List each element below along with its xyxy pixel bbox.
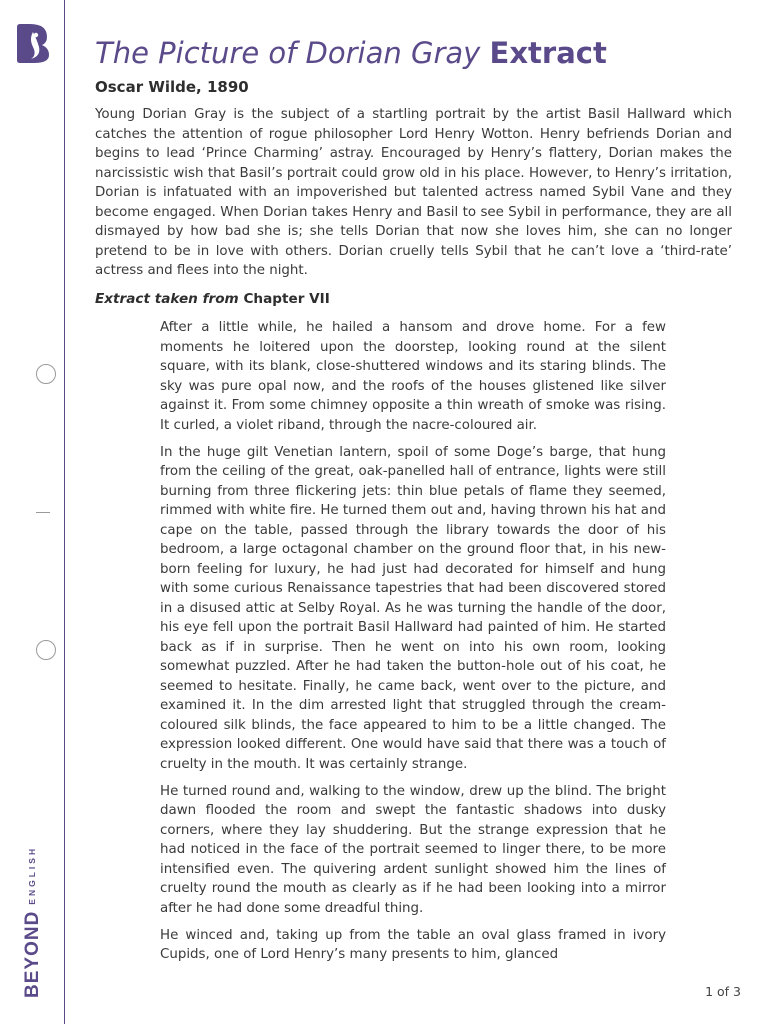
extract-paragraph: After a little while, he hailed a hansom and drove home. For a few moments he loitered upon the doorstep, looking round at the silent square, with its blank, close-shuttered windows and its staring blinds. The sky was pure opal now, and the roofs of the houses glistened like silver against it. From some chimney opposite a thin wreath of smoke was rising. It curled, a violet riband, through the nacre-coloured air. <box>160 320 666 433</box>
author-line: Oscar Wilde, 1890 <box>95 78 249 96</box>
brand-word-english: ENGLISH <box>27 845 37 905</box>
binder-hole <box>36 640 56 660</box>
page-number: 1 of 3 <box>705 984 741 999</box>
brand-word-beyond: BEYOND <box>22 910 43 998</box>
margin-line <box>64 0 65 1024</box>
extract-paragraph: He turned round and, walking to the window, drew up the blind. The bright dawn flooded the room and swept the fantastic shadows into dusky corners, where they lay shuddering. But the strange expression that he had noticed in the face of the portrait seemed to linger there, to be more intensified even. The quivering ardent sunlight showed him the lines of cruelty round the mouth as clearly as if he had been looking into a mirror after he had done some dreadful thing. <box>160 783 666 916</box>
page-title <box>95 34 732 72</box>
extract-heading-prefix: Extract taken from <box>95 290 239 307</box>
document-header <box>95 34 732 309</box>
extract-paragraph: In the huge gilt Venetian lantern, spoil of some Doge’s barge, that hung from the ceiling of the great, oak-panelled hall of entrance, lights were still burning from three flickering jets: thin blue petals of flame they seemed, rimmed with white fire. He turned them out and, having thrown his hat and cape on the table, passed through the library towards the door of his bedroom, a large octagonal chamber on the ground floor that, in his new-born feeling for luxury, he had just had decorated for himself and hung with some curious Renaissance tapestries that had been discovered stored in a disused attic at Selby Royal. As he was turning the handle of the door, his eye fell upon the portrait Basil Hallward had painted of him. He started back as if in surprise. Then he went on into his own room, looking somewhat puzzled. After he had taken the button-hole out of his coat, he seemed to hesitate. Finally, he came back, went over to the picture, and examined it. In the dim arrested light that struggled through the cream-coloured silk blinds, the face appeared to him to be a little changed. The expression looked different. One would have said that there was a touch of cruelty in the mouth. It was certainly strange. <box>160 444 666 772</box>
binder-hole <box>36 364 56 384</box>
brand-wordmark <box>22 846 44 998</box>
extract-heading <box>95 289 732 309</box>
extract-body <box>160 318 666 972</box>
intro-paragraph: Young Dorian Gray is the subject of a startling portrait by the artist Basil Hallward which catches the attention of rogue philosopher Lord Henry Wotton. Henry befriends Dorian and begins to lead ‘Prince Charming’ astray. Encouraged by Henry’s flattery, Dorian makes the narcissistic wish that Basil’s portrait could grow old in his place. However, to Henry’s irritation, Dorian is infatuated with an impoverished but talented actress named Sybil Vane and they become engaged. When Dorian takes Henry and Basil to see Sybil in performance, they are all dismayed by how bad she is; she tells Dorian that now she loves him, she can no longer pretend to be in love with others. Dorian cruelly tells Sybil that he can’t love a ‘third-rate’ actress and flees into the night. <box>95 107 732 278</box>
beyond-b-logo-icon <box>16 22 50 64</box>
extract-heading-chapter: Chapter VII <box>243 290 330 307</box>
fold-mark <box>36 512 50 513</box>
title-extract: Extract <box>489 36 607 70</box>
extract-paragraph: He winced and, taking up from the table an oval glass framed in ivory Cupids, one of Lord Henry’s many presents to him, glanced <box>160 927 666 962</box>
title-book: The Picture of Dorian Gray <box>95 36 481 70</box>
